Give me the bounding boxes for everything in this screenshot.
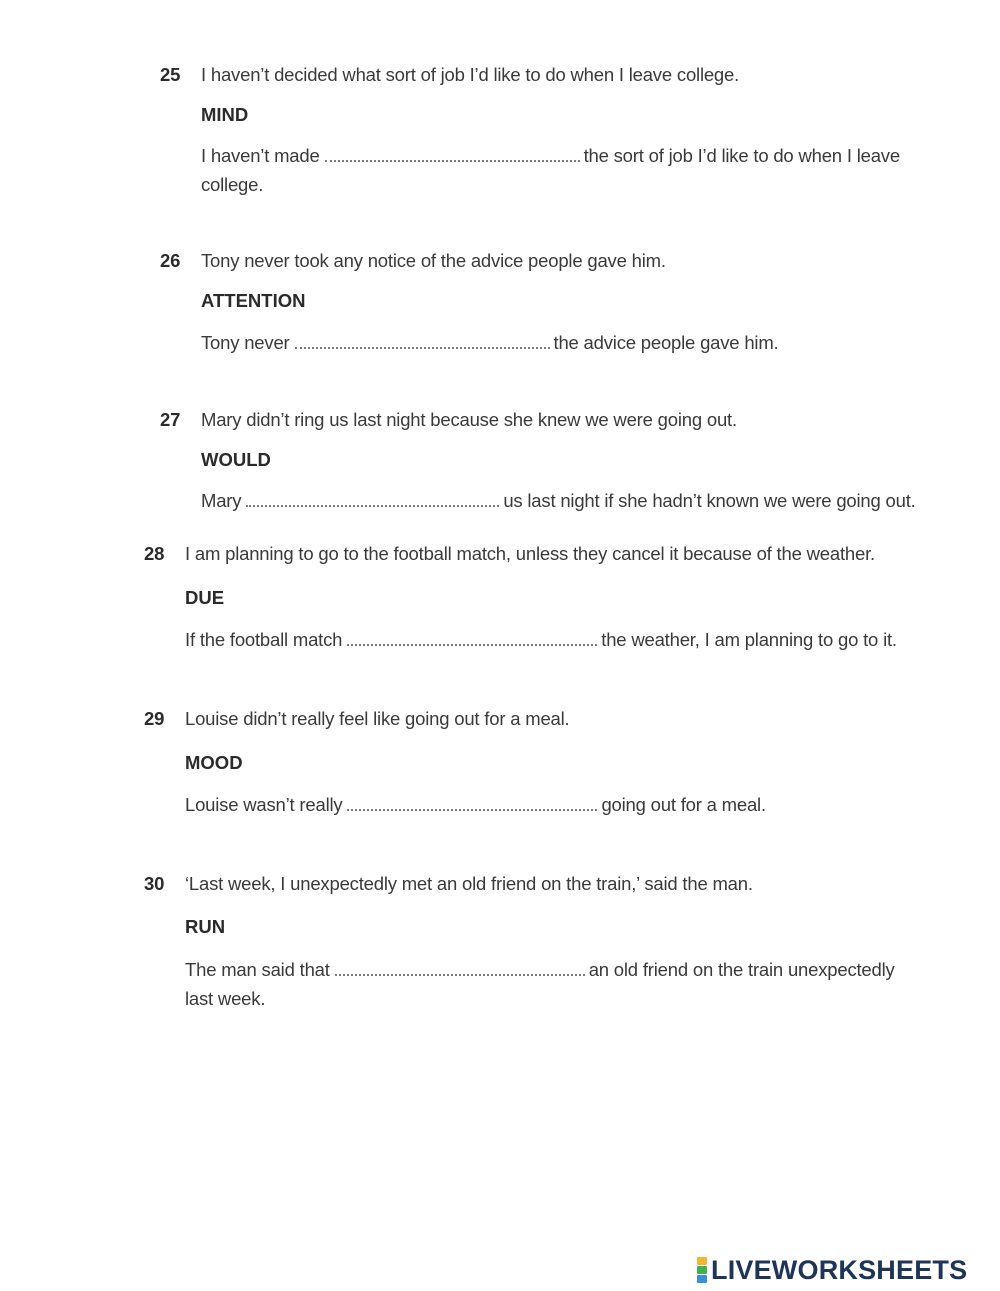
logo-block	[697, 1257, 707, 1265]
answer-after: an old friend on the train unexpectedly	[588, 959, 895, 980]
keyword: MOOD	[185, 752, 243, 773]
logo-text: LIVEWORKSHEETS	[711, 1254, 968, 1285]
question-28	[144, 543, 875, 567]
question-sentence: Louise didn’t really feel like going out for a meal.	[185, 708, 570, 729]
question-number: 26	[160, 250, 181, 271]
question-27	[160, 409, 737, 433]
answer-before: I haven’t made	[201, 145, 320, 166]
liveworksheets-logo	[697, 1256, 967, 1284]
answer-sentence	[201, 486, 916, 515]
question-sentence: ‘Last week, I unexpectedly met an old friend on the train,’ said the man.	[185, 873, 753, 894]
answer-blank[interactable]	[347, 809, 597, 811]
keyword: RUN	[185, 916, 226, 937]
keyword: ATTENTION	[201, 290, 306, 311]
answer-blank[interactable]	[295, 347, 550, 349]
answer-before: If the football match	[185, 629, 343, 650]
question-number: 27	[160, 409, 181, 430]
answer-continuation: college.	[201, 174, 264, 195]
answer-before: Tony never	[201, 332, 290, 353]
answer-after: the advice people gave him.	[553, 332, 779, 353]
answer-before: Mary	[201, 490, 242, 511]
logo-block	[697, 1266, 707, 1274]
answer-after: the sort of job I’d like to do when I leave	[583, 145, 900, 166]
answer-sentence	[201, 328, 778, 357]
answer-sentence	[185, 955, 895, 1013]
answer-sentence	[201, 141, 900, 199]
answer-before: The man said that	[185, 959, 330, 980]
answer-blank[interactable]	[325, 160, 580, 162]
answer-sentence	[185, 625, 897, 654]
question-number: 30	[144, 873, 165, 894]
question-number: 29	[144, 708, 165, 729]
logo-blocks-icon	[697, 1257, 707, 1283]
question-sentence: Mary didn’t ring us last night because she knew we were going out.	[201, 409, 737, 430]
keyword: MIND	[201, 104, 249, 125]
answer-continuation: last week.	[185, 988, 266, 1009]
question-sentence: Tony never took any notice of the advice people gave him.	[201, 250, 666, 271]
logo-block	[697, 1275, 707, 1283]
question-number: 28	[144, 543, 165, 564]
question-sentence: I haven’t decided what sort of job I’d like to do when I leave college.	[201, 64, 740, 85]
answer-after: us last night if she hadn’t known we were going out.	[503, 490, 916, 511]
question-number: 25	[160, 64, 181, 85]
keyword: DUE	[185, 587, 225, 608]
question-sentence: I am planning to go to the football match, unless they cancel it because of the weather.	[185, 543, 875, 564]
question-30	[144, 873, 753, 897]
question-26	[160, 250, 666, 274]
answer-after: going out for a meal.	[601, 794, 766, 815]
answer-blank[interactable]	[246, 505, 499, 507]
answer-before: Louise wasn’t really	[185, 794, 343, 815]
answer-after: the weather, I am planning to go to it.	[601, 629, 897, 650]
answer-sentence	[185, 790, 766, 819]
question-25	[160, 64, 739, 88]
question-29	[144, 708, 570, 732]
answer-blank[interactable]	[335, 974, 585, 976]
keyword: WOULD	[201, 449, 271, 470]
answer-blank[interactable]	[347, 644, 597, 646]
